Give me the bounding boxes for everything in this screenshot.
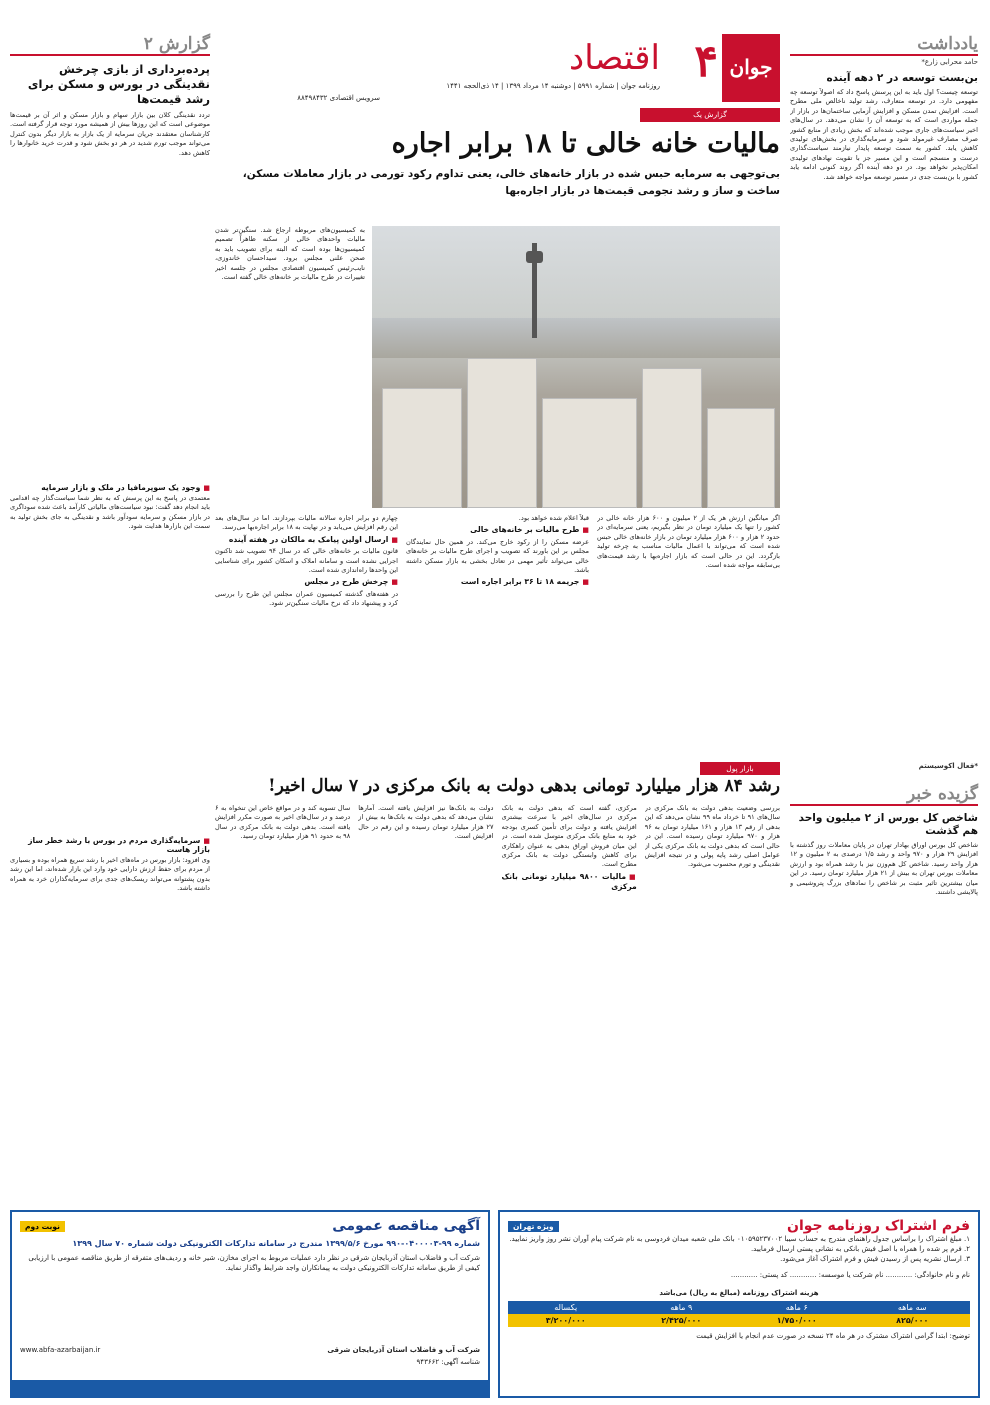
period-cell: سه ماهه [855, 1301, 971, 1314]
tender-company: شرکت آب و فاضلاب استان آذربایجان شرقی [327, 1346, 480, 1354]
price-cell: ۱/۷۵۰/۰۰۰ [739, 1314, 855, 1327]
main-col3-subheading-2: ■ چرخش طرح در مجلس [215, 577, 398, 587]
price-table-header: هزینه اشتراک روزنامه (مبالغ به ریال) می‌باشد [659, 1289, 819, 1297]
report-subheading-1: ■ وجود یک سوپرمافیا در ملک و بازار سرمایه [10, 483, 210, 492]
subscription-form [498, 1210, 980, 1398]
story2-col-4: سال تسویه کند و در مواقع خاص این تنخواه به ۶ درصد و در سال‌های اخیر به صورت مکرر افزایش یافته است. بدهی دولت به بانک مرکزی در سال ۹۸ به حدود ۹۱ هزار میلیارد تومان رسید. [215, 804, 351, 841]
main-col-1: اگر میانگین ارزش هر یک از ۲ میلیون و ۶۰۰ هزار خانه خالی در کشور را تنها یک میلیارد تومان در نظر بگیریم، یعنی سرمایه‌ای در حدود ۲ هزار و ۶۰۰ هزار میلیارد تومان در بازار خانه‌های خالی حبس شده است که می‌تواند با اعمال مالیات مناسب به چرخه تولید بازگردد. این در حالی است که بازار اجاره‌بها با رشد قیمت‌های بی‌سابقه مواجه شده است. [597, 514, 780, 570]
svg-text:جوان: جوان [729, 55, 773, 79]
main-col3-subheading-1: ■ ارسال اولین پیامک به مالکان در هفته آینده [215, 535, 398, 545]
subscription-line-1: ۱. مبلغ اشتراک را براساس جدول راهنمای مندرج به حساب سیبا ۰۱۰۵۹۵۲۳۷۰۰۲ بانک ملی شعبه میدان فردوسی به نام شرکت پیام آوران نشر روز واریز نمایید. [509, 1235, 970, 1243]
main-col2-subheading-2: ■ جریمه ۱۸ تا ۳۶ برابر اجاره است [406, 577, 589, 587]
story2-subheading: ■ مالیات ۹۸۰۰ میلیارد تومانی بانک مرکزی [502, 872, 637, 892]
issue-meta: روزنامه جوان | شماره ۵۹۹۱ | دوشنبه ۱۴ مرداد ۱۳۹۹ | ۱۴ ذی‌الحجه ۱۴۴۱ [446, 82, 660, 90]
building [642, 368, 702, 508]
note-heading: یادداشت [790, 34, 978, 56]
subscription-fields[interactable]: نام و نام خانوادگی: ............ نام شرکت یا موسسه: ............ کد پستی: ............ [730, 1271, 970, 1279]
building [382, 388, 462, 508]
tender-ad [10, 1210, 490, 1398]
price-cell: ۸۲۵/۰۰۰ [855, 1314, 971, 1327]
tender-website[interactable]: www.abfa-azarbaijan.ir [20, 1346, 101, 1354]
subscription-line-2: ۲. فرم پر شده را همراه با اصل فیش بانکی به نشانی پستی ارسال فرمایید. [750, 1245, 970, 1253]
right-column [790, 34, 978, 1197]
tender-body: شرکت آب و فاضلاب استان آذربایجان شرقی در نظر دارد عملیات مربوط به اجرای مخازن، شیر خانه و ردیف‌های متفرقه از طریق مناقصه عمومی با ارزیابی کیفی از طریق سامانه تدارکات الکترونیکی دولت به پیمانکاران واجد شرایط واگذار نماید. [28, 1254, 480, 1272]
price-cell: ۳/۲۰۰/۰۰۰ [508, 1314, 624, 1327]
subscription-note: توضیح: ابتدا گرامی اشتراک مشترک در هر ماه ۲۴ نسخه در صورت عدم انجام یا افزایش قیمت [696, 1332, 970, 1340]
report-subheading-2: ■ سرمایه‌گذاری مردم در بورس با رشد خطر ساز بازار هاست [10, 836, 210, 854]
section-title: اقتصاد [569, 38, 660, 78]
main-col2-subheading-1: ■ طرح مالیات بر خانه‌های خالی [406, 525, 589, 535]
main-body-columns [215, 514, 780, 746]
brief-heading: گزیده خبر [790, 784, 978, 806]
main-kicker: گزارش یک [640, 108, 780, 122]
subscription-title: فرم اشتراک روزنامه جوان [787, 1218, 970, 1234]
building [467, 358, 537, 508]
tender-badge: نوبت دوم [20, 1221, 65, 1232]
jawan-logo [722, 34, 780, 102]
story2-col-2: مرکزی، گفته است که بدهی دولت به بانک مرکزی در سال‌های اخیر با سرعت بیشتری افزایش یافته و دولت برای تأمین کسری بودجه خود به منابع بانک مرکزی متوسل شده است. در این میان فروش اوراق بدهی به عنوان راهکاری برای کاهش وابستگی دولت به بانک مرکزی مطرح است. ■ مالیات ۹۸۰۰ میلیارد تومانی بانک مرکزی [502, 804, 637, 1199]
report-body-2: معتمدی در پاسخ به این پرسش که به نظر شما سیاست‌گذار چه اقدامی باید انجام دهد گفت: نبود سیاست‌های مالیاتی کارآمد باعث شده سوداگری در بازار مسکن و سرمایه سودآور باشد و نقدینگی به جای بخش تولید به سمت این بازارها هدایت شود. [10, 494, 210, 531]
period-cell: ۶ ماهه [739, 1301, 855, 1314]
service-line: سرویس اقتصادی ۸۸۴۹۸۴۳۲ [297, 94, 380, 102]
note-byline: حامد محرابی زارع* [921, 58, 978, 66]
period-cell: ۹ ماهه [624, 1301, 740, 1314]
milad-tower-head [526, 251, 543, 263]
tender-footer-bar [12, 1380, 488, 1396]
main-headline: مالیات خانه خالی تا ۱۸ برابر اجاره [391, 128, 780, 159]
report-title: پرده‌برداری از بازی چرخش نقدینگی در بورس و مسکن برای رشد قیمت‌ها [27, 62, 210, 106]
note-footnote: *فعال اکوسیستم [918, 762, 978, 770]
main-col-3: چهارم دو برابر اجاره سالانه مالیات بپردازند. اما در سال‌های بعد این رقم افزایش می‌یابد و در نهایت به ۱۸ برابر اجاره‌بها می‌رسد. ■ ارسال اولین پیامک به مالکان در هفته آینده قانون مالیات بر خانه‌های خالی که در سال ۹۴ تصویب شد تاکنون اجرایی نشده است و سامانه املاک و اسکان کشور برای شناسایی این واحدها راه‌اندازی شده است. ■ چرخش طرح در مجلس در هفته‌های گذشته کمیسیون عمران مجلس این طرح را بررسی کرد و پیشنهاد داد که نرخ مالیات سنگین‌تر شود. [215, 514, 398, 746]
period-cell: یکساله [508, 1301, 624, 1314]
tender-title: آگهی مناقصه عمومی [332, 1218, 480, 1234]
note-body: توسعه چیست؟ اول باید به این پرسش پاسخ داد که اصولاً توسعه چه مفهومی دارد. در توسعه متعارف، رشد تولید ناخالص ملی مطرح است. افزایش تمدن مسکن و افزایش آزمایی ساختمان‌ها در بازار از جمله مواردی است که به توسعه آن را نشان می‌دهد. در سال‌های اخیر سیاست‌های جاری موجب شده‌اند که بخش زیادی از منابع کشور صرف مصارف غیرمولد شود و سرمایه‌گذاری در بخش‌های تولیدی کاهش یابد. کشور به سمت توسعه پایدار نیازمند سیاست‌گذاری درست و منسجم است و این مسیر جز با تقویت نهادهای تولیدی امکان‌پذیر نخواهد بود. در دو دهه آینده اگر روند کنونی ادامه یابد کشور با بن‌بست جدی در مسیر توسعه مواجه خواهد شد. [790, 88, 978, 181]
price-cell: ۲/۴۲۵/۰۰۰ [624, 1314, 740, 1327]
story2-columns [215, 804, 780, 1199]
mountain-silhouette [372, 318, 780, 358]
note-title: بن‌بست توسعه در ۲ دهه آینده [826, 72, 978, 84]
brief-body: شاخص کل بورس اوراق بهادار تهران در پایان معاملات روز گذشته با افزایش ۲۹ هزار و ۹۷۰ واحد و رشد ۱/۵ درصدی به ۲ میلیون و ۱۲ هزار واحد رسید. شاخص کل هم‌وزن نیز با رشد همراه بود و ارزش معاملات بورس تهران به بیش از ۲۱ هزار میلیارد تومان رسید. در این میان بیشترین تاثیر مثبت بر شاخص را نمادهای بزرگ پتروشیمی و پالایشی داشتند. [790, 841, 978, 897]
price-table-values [508, 1314, 970, 1327]
masthead [215, 34, 780, 102]
subscription-badge: ویژه تهران [508, 1221, 559, 1232]
report-heading: گزارش ۲ [10, 34, 210, 56]
brief-title: شاخص کل بورس از ۲ میلیون واحد هم گذشت [798, 812, 978, 837]
page-number: ۴ [694, 36, 718, 87]
report-body-1: تردد نقدینگی کلان بین بازار سهام و بازار مسکن و اثر آن بر قیمت‌ها موضوعی است که این روزها بیش از همیشه مورد توجه قرار گرفته است. کارشناسان معتقدند جریان سرمایه از یک بازار به بازار دیگر بدون کنترل می‌تواند موجب تورم شدید در هر دو بخش شود و قدرت خرید خانوارها را کاهش دهد. [10, 111, 210, 157]
tender-number: شماره ۹۹-۰۴۰۰۰۰۳-۹۹۰ مورخ ۱۳۹۹/۵/۶ مندرج در سامانه تدارکات الکترونیکی دولت شماره ۷۰ سال ۱۳۹۹ [72, 1239, 480, 1248]
subscription-line-3: ۳. ارسال نشریه پس از رسیدن فیش و فرم اشتراک آغاز می‌شود. [780, 1255, 970, 1263]
building [542, 398, 637, 508]
building [707, 408, 775, 508]
story2-headline: رشد ۸۴ هزار میلیارد تومانی بدهی دولت به بانک مرکزی در ۷ سال اخیر! [268, 776, 780, 796]
price-table-periods [508, 1301, 970, 1314]
main-body-intro: به کمیسیون‌های مربوطه ارجاع شد. سنگین‌تر شدن مالیات واحدهای خالی از سکنه ظاهراً تصمیم کمیسیون‌ها بوده است که البته برای تصویب باید به صحن علنی مجلس برود. سیداحسان خاندوزی، نایب‌رئیس کمیسیون اقتصادی مجلس در جلسه اخیر تغییرات در طرح مالیات بر خانه‌های خالی گفته است. [215, 226, 365, 282]
main-lead: بی‌توجهی به سرمایه حبس شده در بازار خانه‌های خالی، یعنی تداوم رکود تورمی در بازار معاملات مسکن، ساخت و ساز و رشد نجومی قیمت‌ها در بازار اجاره‌بها [242, 168, 780, 197]
main-col-2: قبلاً اعلام شده خواهد بود. ■ طرح مالیات بر خانه‌های خالی عرضه مسکن را از رکود خارج می‌کند. در همین حال نمایندگان مجلس بر این باورند که تصویب و اجرای طرح مالیات بر خانه‌های خالی می‌تواند تأثیر مهمی در تعادل بخشی به بازار مسکن داشته باشد. ■ جریمه ۱۸ تا ۳۶ برابر اجاره است [406, 514, 589, 746]
tender-code: شناسه آگهی: ۹۴۳۶۶۲ [416, 1358, 480, 1366]
story2-kicker: بازار پول [700, 762, 780, 775]
tehran-skyline-photo [372, 226, 780, 508]
story2-col-3: دولت به بانک‌ها نیز افزایش یافته است. آمارها نشان می‌دهد که بدهی دولت به بانک‌ها به بیش از ۲۷ هزار میلیارد تومان رسیده و این رقم در حال افزایش است. [358, 804, 494, 841]
story2-col-1: بررسی وضعیت بدهی دولت به بانک مرکزی در سال‌های ۹۱ تا خرداد ماه ۹۹ نشان می‌دهد که این بدهی از رقم ۱۳ هزار و ۱۶۱ میلیارد تومان به ۹۶ هزار و ۹۷۰ میلیارد تومان رسیده است. این در حالی است که بدهی دولت به بانک مرکزی یکی از عوامل اصلی رشد پایه پولی و در نتیجه افزایش نقدینگی و تورم محسوب می‌شود. [644, 804, 780, 869]
report-body-3: وی افزود: بازار بورس در ماه‌های اخیر با رشد سریع همراه بوده و بسیاری از مردم برای حفظ ارزش دارایی خود وارد این بازار شده‌اند، اما این رشد بدون پشتوانه می‌تواند ریسک‌های جدی برای سرمایه‌گذاران خرد به همراه داشته باشد. [10, 856, 210, 893]
left-column [10, 34, 210, 1197]
